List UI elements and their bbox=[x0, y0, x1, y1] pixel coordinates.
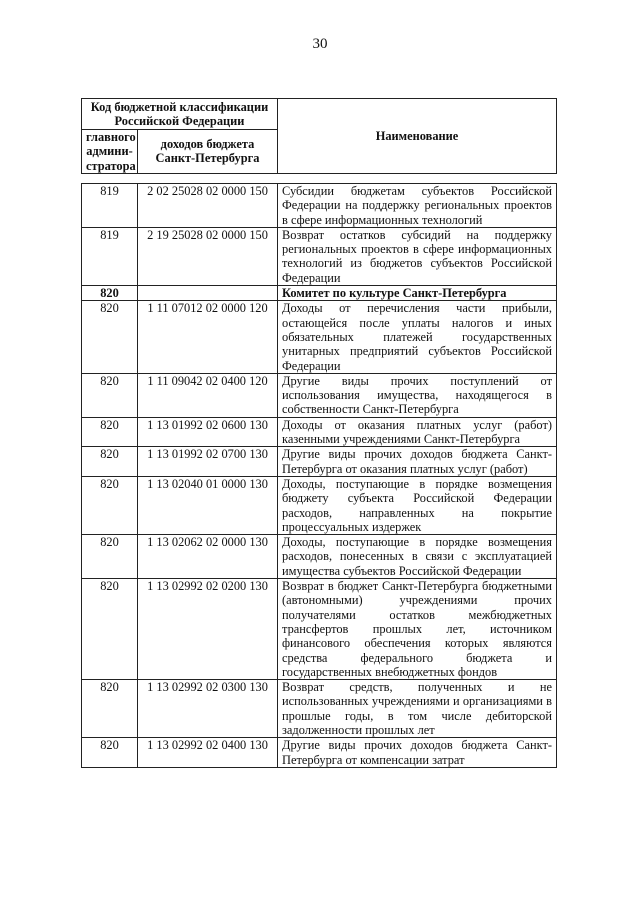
revenue-code-cell: 2 19 25028 02 0000 150 bbox=[138, 227, 278, 285]
revenue-code-cell: 2 02 25028 02 0000 150 bbox=[138, 184, 278, 228]
name-cell: Другие виды прочих поступлений от использования имущества, находящегося в собственности Санкт-Петербурга bbox=[278, 373, 557, 417]
name-cell: Доходы, поступающие в порядке возмещения бюджету субъекта Российской Федерации расходов, направленных на покрытие процессуальных издержек bbox=[278, 476, 557, 534]
admin-code-cell: 820 bbox=[82, 738, 138, 768]
name-cell: Другие виды прочих доходов бюджета Санкт-Петербурга от компенсации затрат bbox=[278, 738, 557, 768]
name-cell: Доходы, поступающие в порядке возмещения расходов, понесенных в связи с эксплуатацией имущества субъектов Российской Федерации bbox=[278, 535, 557, 579]
page-number: 30 bbox=[312, 36, 328, 52]
revenue-code-cell: 1 13 02992 02 0400 130 bbox=[138, 738, 278, 768]
admin-code-cell: 820 bbox=[82, 301, 138, 373]
admin-code-cell: 820 bbox=[82, 535, 138, 579]
admin-code-cell: 820 bbox=[82, 373, 138, 417]
revenue-code-cell: 1 11 09042 02 0400 120 bbox=[138, 373, 278, 417]
table-row bbox=[82, 301, 557, 373]
name-cell: Доходы от перечисления части прибыли, остающейся после уплаты налогов и иных обязательных платежей государственных унитарных предприятий субъектов Российской Федерации bbox=[278, 301, 557, 373]
table-row bbox=[82, 227, 557, 285]
table-row bbox=[82, 286, 557, 301]
name-cell: Другие виды прочих доходов бюджета Санкт-Петербурга от оказания платных услуг (работ) bbox=[278, 447, 557, 477]
name-cell: Доходы от оказания платных услуг (работ) казенными учреждениями Санкт-Петербурга bbox=[278, 417, 557, 447]
table-row bbox=[82, 579, 557, 680]
name-header: Наименование bbox=[278, 99, 557, 174]
admin-code-cell: 820 bbox=[82, 417, 138, 447]
table-row bbox=[82, 417, 557, 447]
admin-code-cell: 819 bbox=[82, 227, 138, 285]
table-row bbox=[82, 535, 557, 579]
name-cell: Субсидии бюджетам субъектов Российской Федерации на поддержку региональных проектов в сфере информационных технологий bbox=[278, 184, 557, 228]
admin-code-cell: 820 bbox=[82, 579, 138, 680]
name-cell: Возврат остатков субсидий на поддержку региональных проектов в сфере информационных технологий из бюджетов субъектов Российской Федерации bbox=[278, 227, 557, 285]
revenue-code-cell: 1 13 01992 02 0700 130 bbox=[138, 447, 278, 477]
table-row bbox=[82, 476, 557, 534]
revenue-code-cell: 1 13 02040 01 0000 130 bbox=[138, 476, 278, 534]
table-row bbox=[82, 184, 557, 228]
table-header bbox=[81, 98, 557, 174]
revenue-code-cell: 1 11 07012 02 0000 120 bbox=[138, 301, 278, 373]
name-cell: Возврат в бюджет Санкт-Петербурга бюджетными (автономными) учреждениями прочих получателями остатков межбюджетных трансфертов прошлых лет, источником финансового обеспечения которых являются средства федерального бюджета и государственных внебюджетных фондов bbox=[278, 579, 557, 680]
revenue-header: доходов бюджета Санкт-Петербурга bbox=[138, 130, 278, 174]
name-cell: Комитет по культуре Санкт-Петербурга bbox=[278, 286, 557, 301]
admin-code-cell: 820 bbox=[82, 447, 138, 477]
admin-header: главного админи-стратора bbox=[82, 130, 138, 174]
revenue-code-cell: 1 13 02992 02 0200 130 bbox=[138, 579, 278, 680]
admin-code-cell: 820 bbox=[82, 680, 138, 738]
table-row bbox=[82, 738, 557, 768]
revenue-code-cell: 1 13 01992 02 0600 130 bbox=[138, 417, 278, 447]
admin-code-cell: 820 bbox=[82, 286, 138, 301]
revenue-code-cell: 1 13 02062 02 0000 130 bbox=[138, 535, 278, 579]
table-row bbox=[82, 373, 557, 417]
table-row bbox=[82, 680, 557, 738]
admin-code-cell: 820 bbox=[82, 476, 138, 534]
revenue-code-cell: 1 13 02992 02 0300 130 bbox=[138, 680, 278, 738]
kbk-header: Код бюджетной классификации Российской Федерации bbox=[82, 99, 278, 130]
budget-table bbox=[81, 183, 557, 768]
name-cell: Возврат средств, полученных и не использованных учреждениями и организациями в прошлые годы, в том числе дебиторской задолженности прошлых лет bbox=[278, 680, 557, 738]
table-row bbox=[82, 447, 557, 477]
admin-code-cell: 819 bbox=[82, 184, 138, 228]
revenue-code-cell bbox=[138, 286, 278, 301]
